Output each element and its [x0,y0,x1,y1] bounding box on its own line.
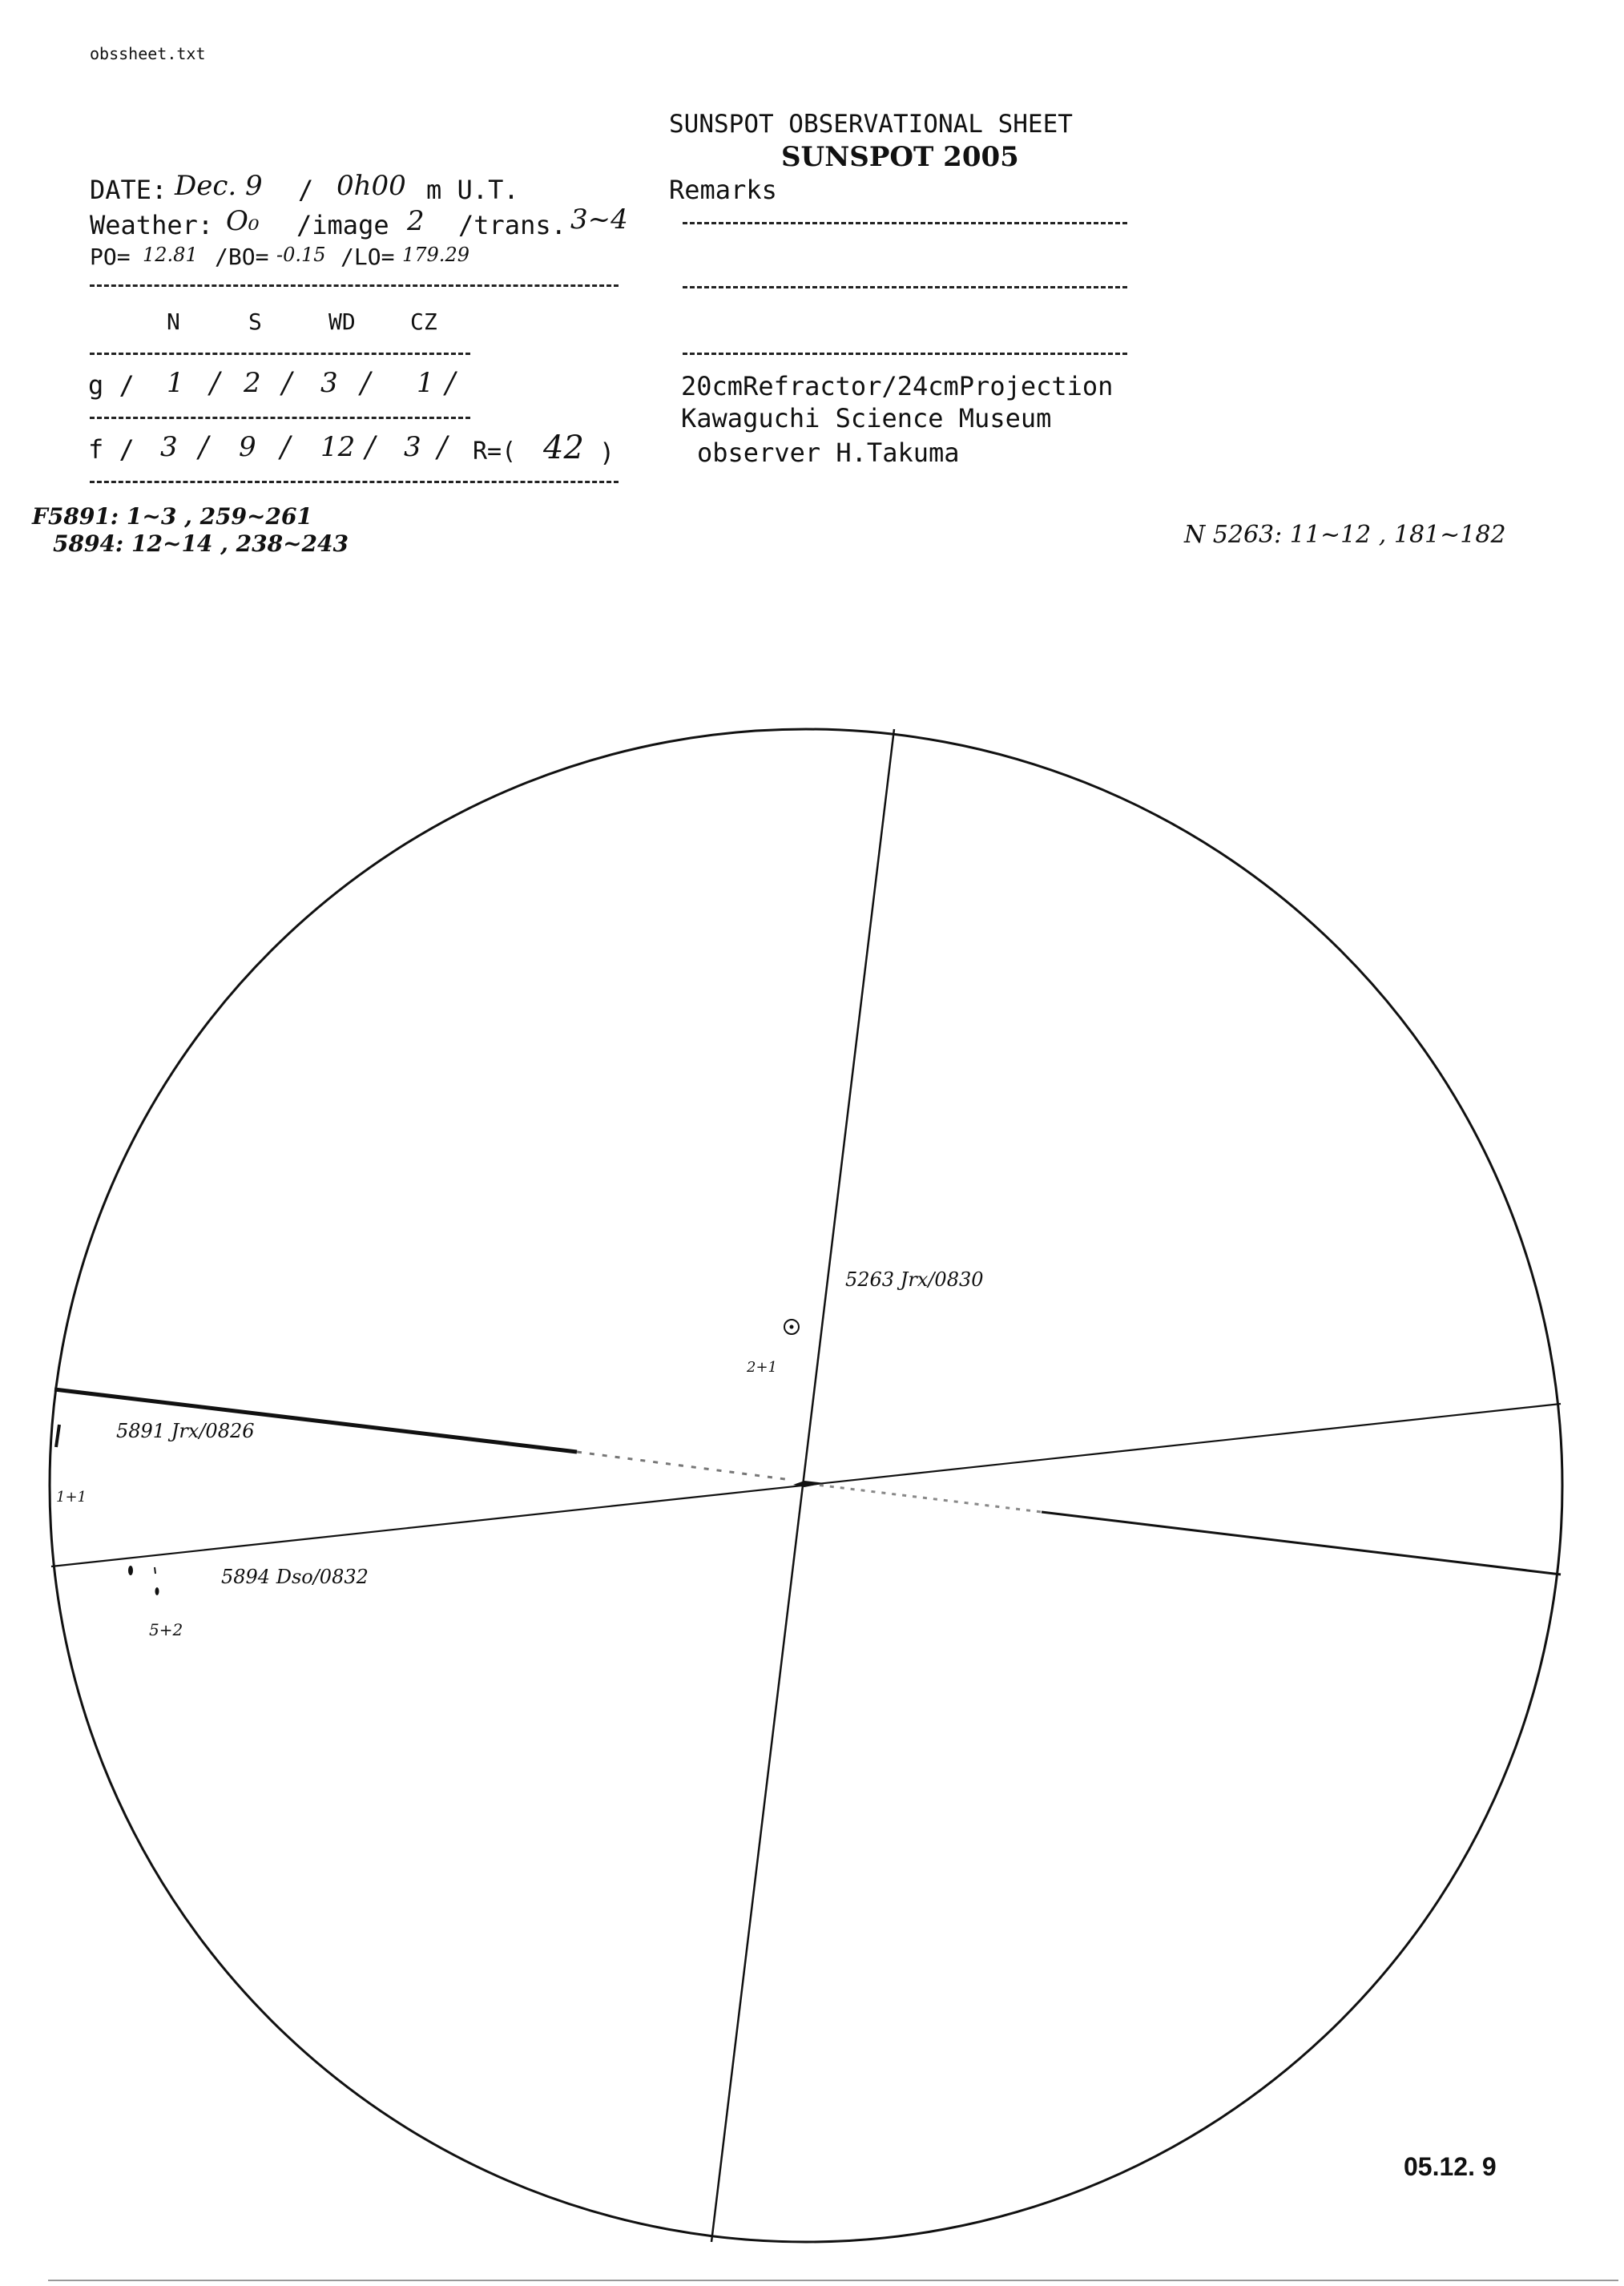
po-value: 12.81 [143,244,198,266]
g-wd-value: 3 [320,367,338,399]
lo-value: 179.29 [402,244,469,266]
observer: observer H.Takuma [697,437,960,468]
bo-value: -0.15 [276,244,326,266]
weather-value: O₀ [226,205,260,237]
sheet-subtitle: SUNSPOT 2005 [781,141,1019,173]
band-line-east-faint [809,1484,1042,1512]
lo-label: /LO= [341,244,395,270]
header-cz: CZ [410,308,437,335]
note-5891: F5891: 1~3 , 259~261 [32,503,312,530]
trans-value: 3~4 [570,204,628,236]
f-sep: / [437,431,448,464]
note-5894: 5894: 12~14 , 238~243 [53,530,349,557]
time-value: 0h00 [336,170,406,202]
band-line-east [1042,1512,1561,1574]
bottom-edge [48,2280,1618,2281]
group-count-5891: 1+1 [56,1489,87,1506]
header-wd: WD [328,308,356,335]
f-row-label: f / [88,434,135,465]
remarks-label: Remarks [669,175,777,205]
group-count-5263: 2+1 [747,1359,777,1376]
f-sep: / [280,431,291,464]
g-s-value: 2 [244,367,261,399]
bo-label: /BO= [215,244,269,270]
g-sep: / [282,367,292,400]
group-label-5891: 5891 Jrx/0826 [116,1420,255,1442]
header-s: S [248,308,262,335]
g-sep: / [445,367,456,400]
note-5263: N 5263: 11~12 , 181~182 [1184,521,1506,549]
f-sep: / [199,431,209,464]
date-value: Dec. 9 [175,170,263,202]
sunspot-5894 [128,1566,133,1575]
group-label-5263: 5263 Jrx/0830 [845,1268,984,1291]
band-line-west-faint [577,1452,785,1479]
trans-label: /trans. [458,210,566,240]
r-close: ) [599,437,615,468]
instrument: 20cmRefractor/24cmProjection [681,371,1114,401]
g-sep: / [210,367,220,400]
sunspot-5891 [56,1425,59,1447]
sheet-title: SUNSPOT OBSERVATIONAL SHEET [669,110,1073,139]
header-n: N [167,308,180,335]
f-wd-value: 12 [320,431,356,463]
g-row-label: g / [88,370,135,401]
r-label: R=( [473,437,517,466]
g-sep: / [361,367,371,400]
g-cz-value: 1 [417,367,434,399]
image-label: /image [296,210,389,240]
f-cz-value: 3 [404,431,421,463]
image-value: 2 [407,205,425,237]
time-unit: m U.T. [426,175,519,205]
po-label: PO= [90,244,131,270]
weather-label: Weather: [90,210,214,240]
time-separator: / [298,175,314,205]
f-sep: / [365,431,376,464]
f-n-value: 3 [160,431,178,463]
r-value: 42 [543,429,584,466]
group-label-5894: 5894 Dso/0832 [221,1566,369,1588]
museum: Kawaguchi Science Museum [681,403,1052,433]
g-n-value: 1 [167,367,184,399]
footer-date: 05.12. 9 [1404,2152,1497,2181]
group-count-5894: 5+2 [149,1620,183,1639]
sunspot-umbra [790,1325,794,1329]
f-s-value: 9 [239,431,256,463]
file-name: obssheet.txt [90,44,206,63]
date-label: DATE: [90,175,167,205]
sunspot-5894 [155,1587,159,1595]
